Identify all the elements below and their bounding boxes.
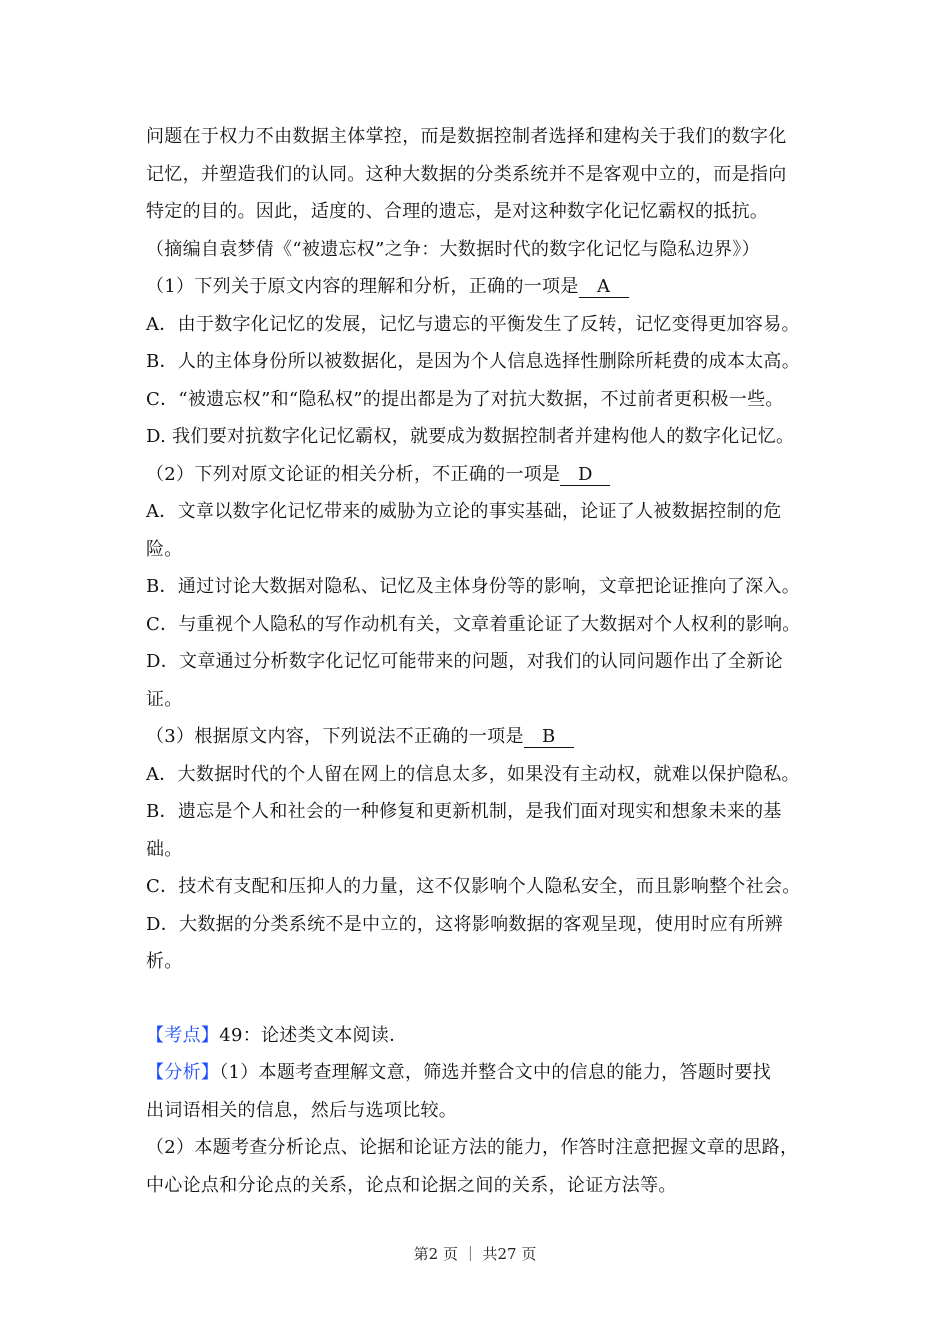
option-line: B．遗忘是个人和社会的一种修复和更新机制，是我们面对现实和想象未来的基 [146,801,782,822]
fenxi-line: 中心论点和分论点的关系，论点和论据之间的关系，论证方法等。 [146,1174,677,1196]
option-line: D．文章通过分析数字化记忆可能带来的问题，对我们的认同问题作出了全新论 [146,651,783,672]
fenxi-line [146,1054,810,1092]
option-line: A．大数据时代的个人留在网上的信息太多，如果没有主动权，就难以保护隐私。 [146,763,800,785]
source-citation: （摘编自袁梦倩《“被遗忘权”之争：大数据时代的数字化记忆与隐私边界》） [146,238,760,260]
option-line: D. 我们要对抗数字化记忆霸权，就要成为数据控制者并建构他人的数字化记忆。 [146,426,795,447]
kaodian-tag: 【考点】 [146,1024,220,1046]
option-line: B．通过讨论大数据对隐私、记忆及主体身份等的影响，文章把论证推向了深入。 [146,576,801,597]
option-line: A．由于数字化记忆的发展，记忆与遗忘的平衡发生了反转，记忆变得更加容易。 [146,313,800,335]
option-line-continued: 础。 [146,838,183,860]
question-stem [146,456,810,494]
paragraph-line: 记忆，并塑造我们的认同。这种大数据的分类系统并不是客观中立的，而是指向 [146,163,787,185]
option-line: C．与重视个人隐私的写作动机有关，文章着重论证了大数据对个人权利的影响。 [146,613,801,635]
question-stem-text: （2）下列对原文论证的相关分析，不正确的一项是 [146,463,561,485]
option-line-continued: 险。 [146,538,183,560]
option-line: C．“被遗忘权”和“隐私权”的提出都是为了对抗大数据，不过前者更积极一些。 [146,388,784,410]
question-stem [146,268,810,306]
fenxi-tag: 【分析】 [146,1062,220,1083]
kaodian-line [146,1017,810,1055]
page-footer: 第2 页 ｜ 共27 页 [413,1245,537,1263]
fenxi-text: （1）本题考查理解文意，筛选并整合文中的信息的能力，答题时要找 [219,1062,771,1083]
section-gap [146,981,810,1017]
option-line: C．技术有支配和压抑人的力量，这不仅影响个人隐私安全，而且影响整个社会。 [146,876,801,897]
question-stem-text: （1）下列关于原文内容的理解和分析，正确的一项是 [146,276,579,297]
kaodian-text: 49：论述类文本阅读． [219,1024,408,1046]
paragraph-line: 特定的目的。因此，适度的、合理的遗忘，是对这种数字化记忆霸权的抵抗。 [146,201,769,222]
fenxi-line: （2）本题考查分析论点、论据和论证方法的能力，作答时注意把握文章的思路， [146,1137,799,1158]
document-body [146,118,810,1204]
option-line: A．文章以数字化记忆带来的威胁为立论的事实基础，论证了人被数据控制的危 [146,501,782,522]
question-answer: A [579,277,629,298]
option-line-continued: 证。 [146,688,183,710]
question-answer: D [560,465,610,486]
fenxi-line: 出词语相关的信息，然后与选项比较。 [146,1099,458,1121]
question-answer: B [524,727,574,748]
question-stem [146,718,810,756]
option-line-continued: 析。 [146,951,183,972]
question-stem-text: （3）根据原文内容，下列说法不正确的一项是 [146,726,524,747]
option-line: B．人的主体身份所以被数据化，是因为个人信息选择性删除所耗费的成本太高。 [146,351,801,372]
option-line: D．大数据的分类系统不是中立的，这将影响数据的客观呈现，使用时应有所辨 [146,913,783,935]
paragraph-line: 问题在于权力不由数据主体掌控，而是数据控制者选择和建构关于我们的数字化 [146,126,787,147]
